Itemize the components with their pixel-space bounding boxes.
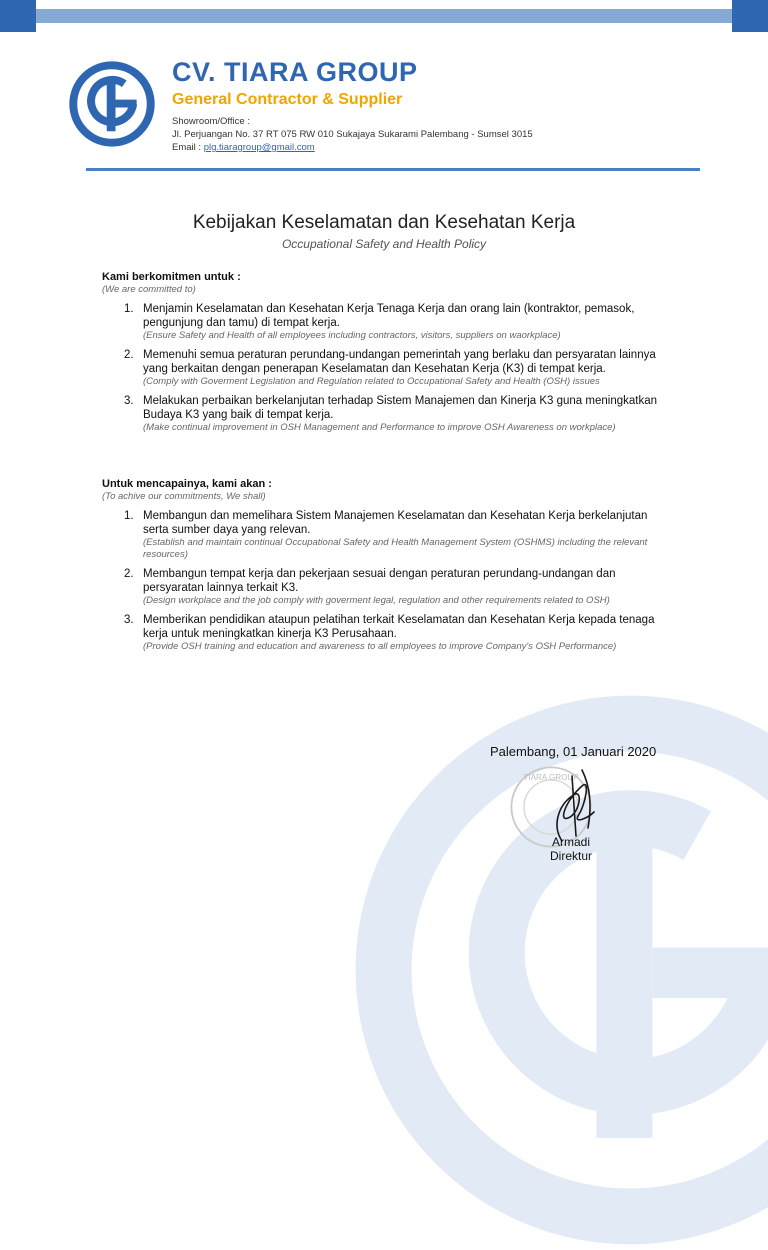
item-number: 3. bbox=[124, 614, 134, 626]
item-number: 1. bbox=[124, 303, 134, 315]
company-name: CV. TIARA GROUP bbox=[172, 57, 418, 87]
stamp-text: TIARA GROUP bbox=[523, 773, 579, 782]
commitment-list bbox=[102, 302, 672, 434]
document-title bbox=[0, 210, 768, 252]
company-logo-icon bbox=[68, 60, 156, 148]
item-text-en: (Make continual improvement in OSH Management and Performance to improve OSH Awareness on workplace) bbox=[143, 422, 616, 433]
item-text: Melakukan perbaikan berkelanjutan terhadap Sistem Manajemen dan Kinerja K3 guna meningkatkan Budaya K3 yang baik di tempat kerja. bbox=[143, 395, 657, 421]
item-text: Membangun dan memelihara Sistem Manajemen Keselamatan dan Kesehatan Kerja berkelanjutan serta sumber daya yang relevan. bbox=[143, 510, 648, 536]
item-number: 1. bbox=[124, 510, 134, 522]
signature-block bbox=[480, 744, 700, 874]
list-item bbox=[102, 613, 672, 653]
section-heading: Untuk mencapainya, kami akan : bbox=[102, 478, 272, 490]
item-text: Memenuhi semua peraturan perundang-undangan pemerintah yang berlaku dan persyaratan lainnya yang berkaitan dengan penerapan Keselamatan dan Kesehatan Kerja (K3) di tempat kerja. bbox=[143, 349, 656, 375]
top-bar-left-block bbox=[0, 0, 36, 32]
section-heading: Kami berkomitmen untuk : bbox=[102, 271, 241, 283]
section-heading-en: (We are committed to) bbox=[102, 284, 196, 295]
commitment-section bbox=[102, 271, 672, 440]
header-divider bbox=[86, 168, 700, 171]
list-item bbox=[102, 567, 672, 607]
item-number: 2. bbox=[124, 568, 134, 580]
top-bar bbox=[0, 0, 768, 32]
list-item bbox=[102, 302, 672, 342]
place-date: Palembang, 01 Januari 2020 bbox=[490, 744, 657, 759]
section-heading-en: (To achive our commitments, We shall) bbox=[102, 491, 266, 502]
item-text: Membangun tempat kerja dan pekerjaan sesuai dengan peraturan perundang-undangan dan persyaratan lainnya terkait K3. bbox=[143, 568, 616, 594]
company-email-line bbox=[172, 141, 533, 154]
list-item bbox=[102, 394, 672, 434]
signer-name: Armadi bbox=[552, 835, 591, 849]
item-text-en: (Comply with Goverment Legislation and Regulation related to Occupational Safety and Health (OSH) issues bbox=[143, 376, 600, 387]
company-header bbox=[172, 56, 533, 154]
item-text-en: (Design workplace and the job comply with goverment legal, regulation and other requirements related to OSH) bbox=[143, 595, 610, 606]
top-bar-right-block bbox=[732, 0, 768, 32]
showroom-label: Showroom/Office : bbox=[172, 116, 250, 127]
action-section bbox=[102, 478, 672, 659]
signer-position: Direktur bbox=[550, 849, 593, 863]
item-text: Menjamin Keselamatan dan Kesehatan Kerja Tenaga Kerja dan orang lain (kontraktor, pemasok, pengunjung dan tamu) di tempat kerja. bbox=[143, 303, 635, 329]
top-bar-line bbox=[36, 9, 732, 23]
item-number: 3. bbox=[124, 395, 134, 407]
item-number: 2. bbox=[124, 349, 134, 361]
title-sub: Occupational Safety and Health Policy bbox=[281, 237, 487, 251]
item-text-en: (Ensure Safety and Health of all employees including contractors, visitors, suppliers on waorkplace) bbox=[143, 330, 561, 341]
title-main: Kebijakan Keselamatan dan Kesehatan Kerja bbox=[192, 212, 576, 233]
list-item bbox=[102, 509, 672, 561]
action-list bbox=[102, 509, 672, 653]
item-text-en: (Establish and maintain continual Occupational Safety and Health Management System (OSHMS) including the relevant resources) bbox=[143, 537, 648, 560]
company-address: Jl. Perjuangan No. 37 RT 075 RW 010 Sukajaya Sukarami Palembang - Sumsel 3015 bbox=[172, 129, 533, 140]
item-text-en: (Provide OSH training and education and awareness to all employees to improve Company's OSH Performance) bbox=[143, 641, 617, 652]
list-item bbox=[102, 348, 672, 388]
email-link[interactable]: plg.tiaragroup@gmail.com bbox=[203, 142, 315, 153]
company-tagline: General Contractor & Supplier bbox=[172, 91, 403, 108]
email-label: Email : bbox=[172, 142, 204, 153]
item-text: Memberikan pendidikan ataupun pelatihan terkait Keselamatan dan Kesehatan Kerja kepada tenaga kerja untuk meningkatkan kinerja K3 Perusahaan. bbox=[143, 614, 655, 640]
